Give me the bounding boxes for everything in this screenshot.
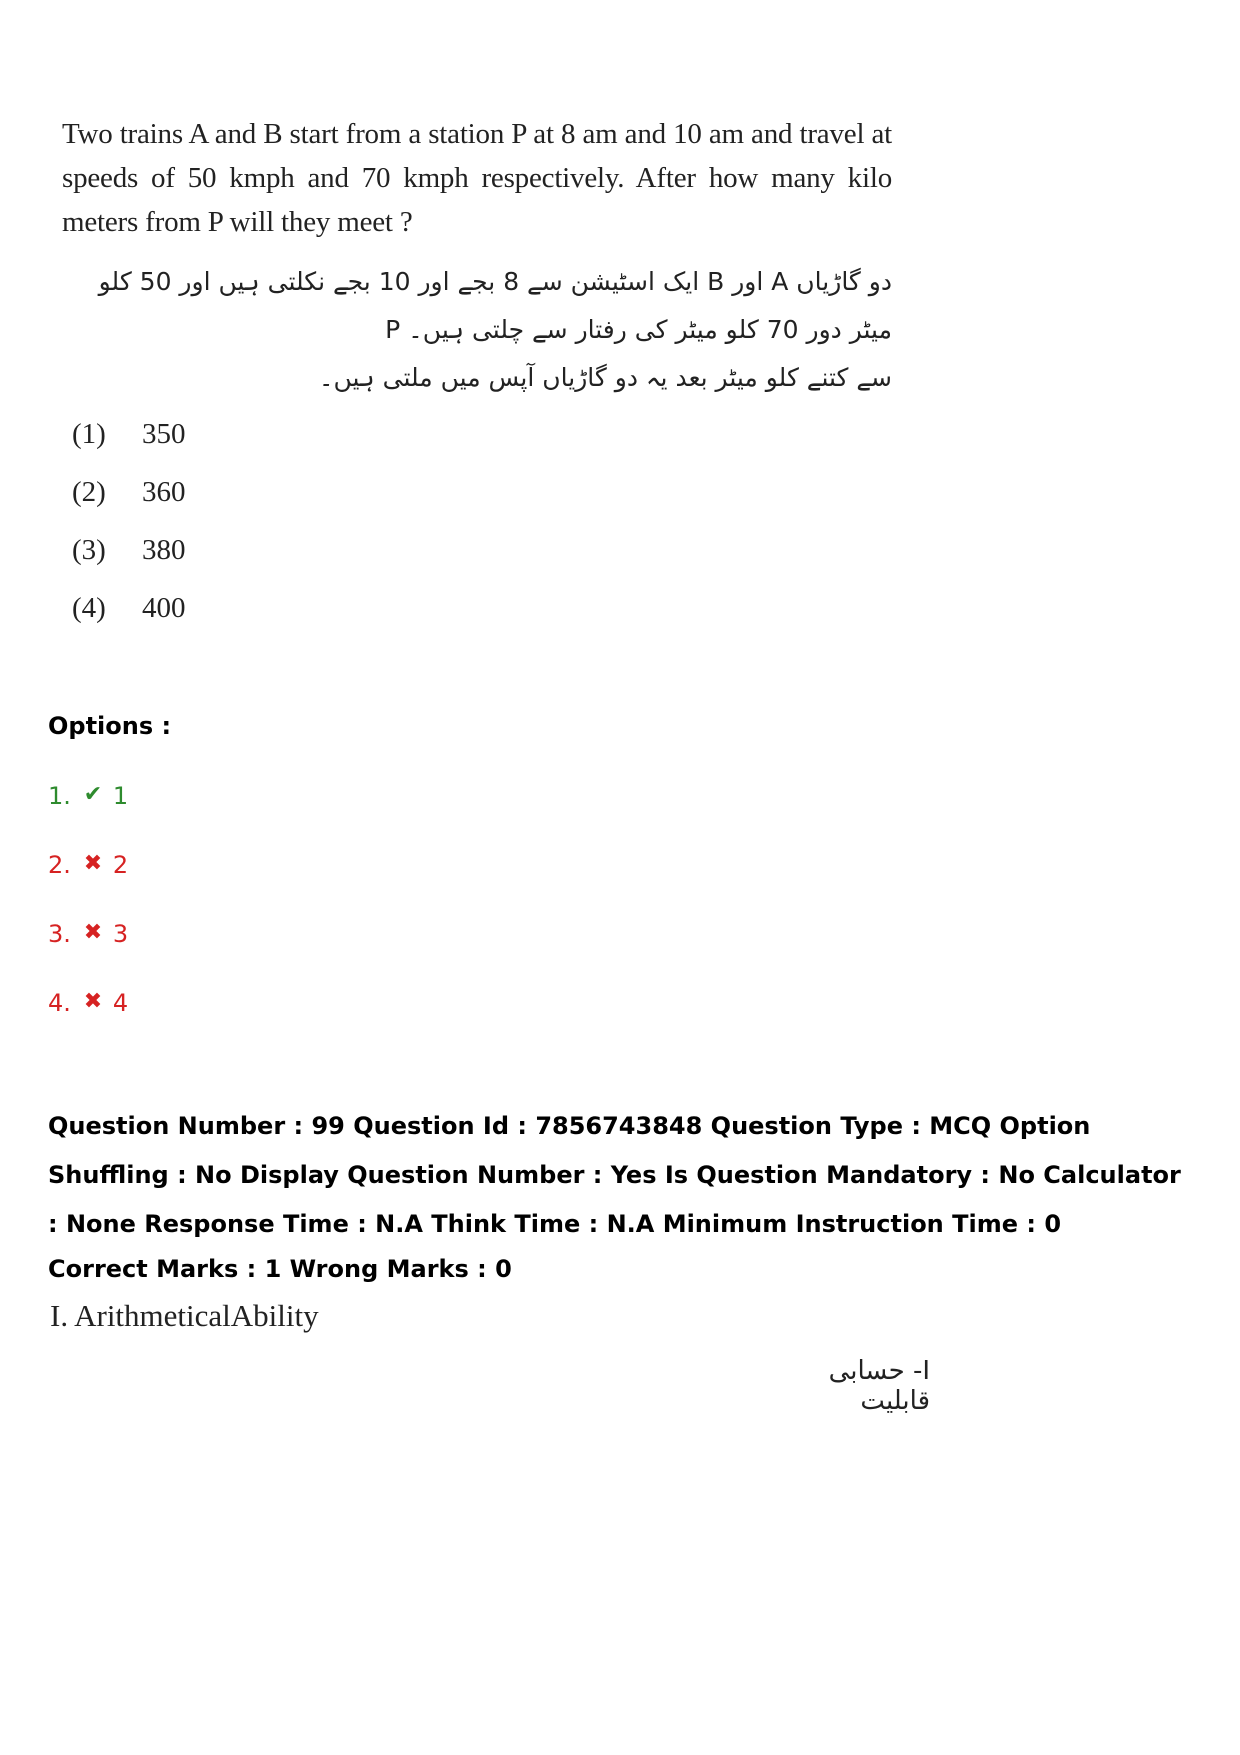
option-value: 2 xyxy=(112,851,129,879)
marks-info: Correct Marks : 1 Wrong Marks : 0 xyxy=(48,1255,512,1283)
option-value: 1 xyxy=(112,782,129,810)
options-list xyxy=(48,782,128,1058)
option-label: 1. xyxy=(48,782,71,810)
choice-value: 400 xyxy=(142,592,186,624)
option-row-3 xyxy=(48,920,128,989)
cross-icon: ✖ xyxy=(83,851,103,876)
option-row-2 xyxy=(48,851,128,920)
option-label: 4. xyxy=(48,989,71,1017)
options-heading: Options : xyxy=(48,712,172,740)
option-row-4 xyxy=(48,989,128,1058)
choice-number: (4) xyxy=(72,592,106,624)
question-choices xyxy=(72,418,186,650)
choice-1 xyxy=(72,418,186,476)
section-title-english: I. ArithmeticalAbility xyxy=(50,1298,319,1333)
choice-number: (3) xyxy=(72,534,106,566)
choice-number: (1) xyxy=(72,418,106,450)
choice-value: 350 xyxy=(142,418,186,450)
section-title-urdu: I- حسابی قابلیت xyxy=(828,1356,930,1416)
option-row-1 xyxy=(48,782,128,851)
choice-4 xyxy=(72,592,186,650)
option-value: 3 xyxy=(112,920,129,948)
question-metadata: Question Number : 99 Question Id : 7856743848 Question Type : MCQ Option Shuffling : No Display Question Number : Yes Is Question Mandatory : No Calculator : None Response Time : N.A Think Time : N.A Minimum Instruction Time : 0 xyxy=(48,1112,1181,1238)
question-image xyxy=(62,112,902,402)
cross-icon: ✖ xyxy=(83,989,103,1014)
choice-number: (2) xyxy=(72,476,106,508)
cross-icon: ✖ xyxy=(83,920,103,945)
choice-3 xyxy=(72,534,186,592)
option-label: 3. xyxy=(48,920,71,948)
urdu-line-1: دو گاڑیاں A اور B ایک اسٹیشن سے 8 بجے اور 10 بجے نکلتی ہیں اور 50 کلو میٹر دور 70 کلو میٹر کی رفتار سے چلتی ہیں۔ P xyxy=(98,267,892,344)
option-label: 2. xyxy=(48,851,71,879)
choice-2 xyxy=(72,476,186,534)
option-value: 4 xyxy=(112,989,129,1017)
question-text-urdu xyxy=(62,258,892,402)
urdu-line-2: سے کتنے کلو میٹر بعد یہ دو گاڑیاں آپس میں ملتی ہیں۔ xyxy=(318,363,892,392)
check-icon: ✔ xyxy=(83,782,103,807)
choice-value: 360 xyxy=(142,476,186,508)
choice-value: 380 xyxy=(142,534,186,566)
question-text-english: Two trains A and B start from a station P at 8 am and 10 am and travel at speeds of 50 kmph and 70 kmph respectively. After how many kilo meters from P will they meet ? xyxy=(62,118,892,238)
